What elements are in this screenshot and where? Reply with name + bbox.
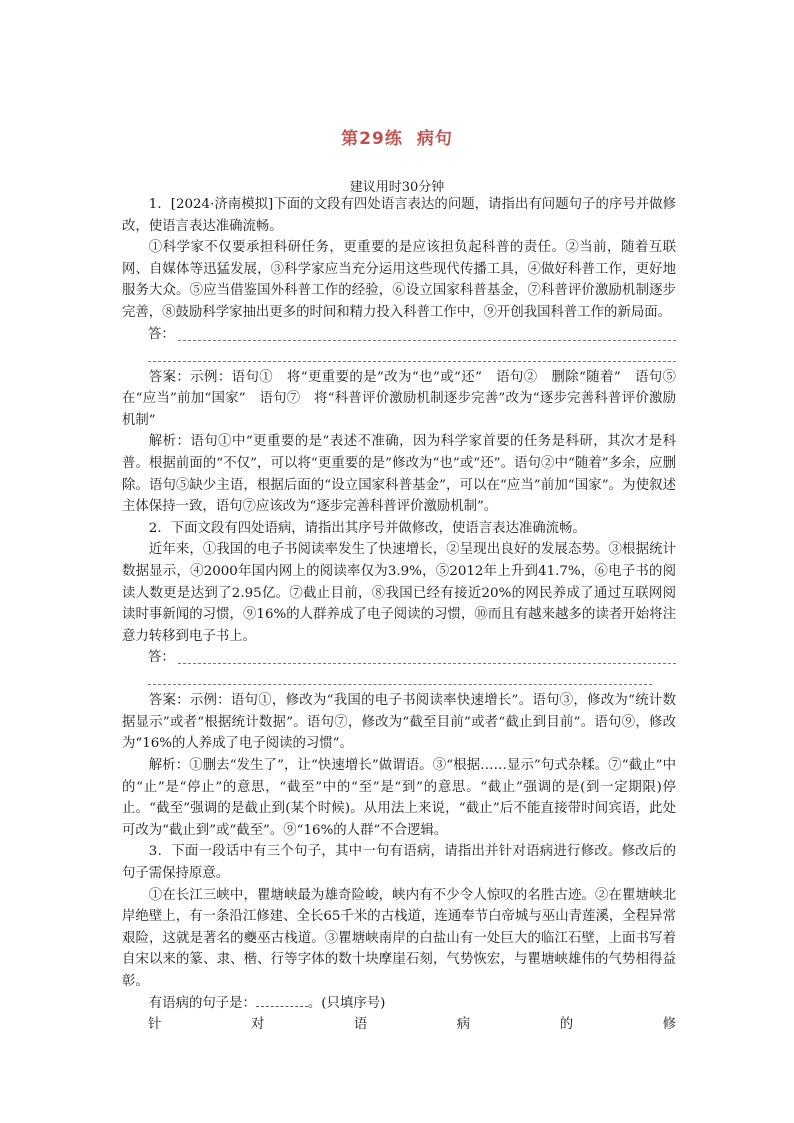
q2-answer-label: 答： — [148, 650, 175, 666]
q2-answer-area[interactable] — [122, 647, 676, 690]
q3-fill-suffix: 。(只填序号) — [307, 995, 386, 1011]
page-title — [0, 124, 794, 149]
answer-line[interactable] — [148, 361, 676, 362]
spread-char: 修 — [662, 1017, 676, 1033]
answer-line[interactable] — [178, 663, 676, 664]
answer-blank[interactable] — [256, 994, 308, 1007]
q3-last-line — [122, 1014, 676, 1036]
suggested-time: 建议用时30分钟 — [349, 180, 445, 195]
spread-char: 语 — [353, 1017, 368, 1033]
q3-fill-prefix: 有语病的句子是： — [148, 995, 256, 1011]
spread-char: 病 — [456, 1017, 471, 1033]
content-body — [122, 194, 690, 1036]
spread-char: 的 — [559, 1017, 574, 1033]
title-number: 第29练 — [341, 129, 403, 149]
q1-answer-area[interactable] — [122, 324, 676, 367]
q3-stem: 3．下面一段话中有三个句子，其中一句有语病，请指出并针对语病进行修改。修改后的句子需保持原意。 — [122, 844, 676, 882]
q3-passage: ①在长江三峡中，瞿塘峡最为雄奇险峻，峡内有不少令人惊叹的名胜古迹。②在瞿塘峡北岸绝壁上，有一条沿江修建、全长65千米的古栈道，连通奉节白帝城与巫山青莲溪，全程异常艰险，这就是著名的夔巫古栈道。③瞿塘峡南岸的白盐山有一处巨大的临江石壁，上面书写着自宋以来的篆、隶、楷、行等字体的数十块摩崖石刻，气势恢宏，与瞿塘峡雄伟的气势相得益彰。 — [122, 887, 676, 989]
answer-line[interactable] — [178, 340, 676, 341]
q1-stem: 1．[2024·济南模拟]下面的文段有四处语言表达的问题，请指出有问题句子的序号并做修改，使语言表达准确流畅。 — [122, 197, 676, 234]
spread-char: 针 — [148, 1017, 162, 1033]
q2-analysis: 解析：①删去“发生了”，让“快速增长”做谓语。③“根据……显示”句式杂糅。⑦“截止”中的“止”是“停止”的意思，“截至”中的“至”是“到”的意思。“截止”强调的是(到一定期限)停止。“截至”强调的是截止到(某个时候)。从用法上来说，“截止”后不能直接带时间宾语，此处可改为“截止到”或“截至”。⑨“16%的人群”不合逻辑。 — [122, 758, 676, 838]
q3-fill-line — [122, 993, 676, 1015]
q1-passage: ①科学家不仅要承担科研任务，更重要的是应该担负起科普的责任。②当前，随着互联网、自媒体等迅猛发展，③科学家应当充分运用这些现代传播工具，④做好科普工作，更好地服务大众。⑤应当借鉴国外科普工作的经验，⑥设立国家科普基金，⑦科普评价激励机制逐步完善，⑧鼓励科学家抽出更多的时间和精力投入科普工作中，⑨开创我国科普工作的新局面。 — [122, 240, 676, 320]
q2-stem: 2．下面文段有四处语病，请指出其序号并做修改，使语言表达准确流畅。 — [148, 520, 586, 536]
q2-answer: 答案：示例：语句①，修改为“我国的电子书阅读率快速增长”。语句③，修改为“统计数据显示”或者“根据统计数据”。语句⑦，修改为“截至目前”或者“截止到目前”。语句⑨，修改为“16%的人养成了电子阅读的习惯”。 — [122, 693, 676, 752]
title-name: 病句 — [416, 129, 453, 149]
answer-line[interactable] — [148, 684, 652, 685]
spread-char: 对 — [250, 1017, 265, 1033]
q1-analysis: 解析：语句①中“更重要的是”表述不准确，因为科学家首要的任务是科研，其次才是科普。根据前面的“不仅”，可以将“更重要的是”修改为“也”或“还”。语句②中“随着”多余，应删除。语句⑤缺少主语，根据后面的“设立国家科普基金”，可以在“应当”前加“国家”。为使叙述主体保持一致，语句⑦应该改为“逐步完善科普评价激励机制”。 — [122, 434, 676, 515]
q1-answer: 答案：示例：语句① 将“更重要的是”改为“也”或“还” 语句② 删除“随着” 语句⑤ 在“应当”前加“国家” 语句⑦ 将“科普评价激励机制逐步完善”改为“逐步完善科普评价激励机制” — [122, 369, 690, 428]
q1-answer-label: 答： — [148, 326, 175, 342]
q2-passage: 近年来，①我国的电子书阅读率发生了快速增长，②呈现出良好的发展态势。③根据统计数据显示，④2000年国内网上的阅读率仅为3.9%，⑤2012年上升到41.7%，⑥电子书的阅读人数更是达到了2.95亿。⑦截止目前，⑧我国已经有接近20%的网民养成了通过互联网阅读时事新闻的习惯，⑨16%的人群养成了电子阅读的习惯，⑩而且有越来越多的读者开始将注意力转移到电子书上。 — [122, 542, 676, 644]
